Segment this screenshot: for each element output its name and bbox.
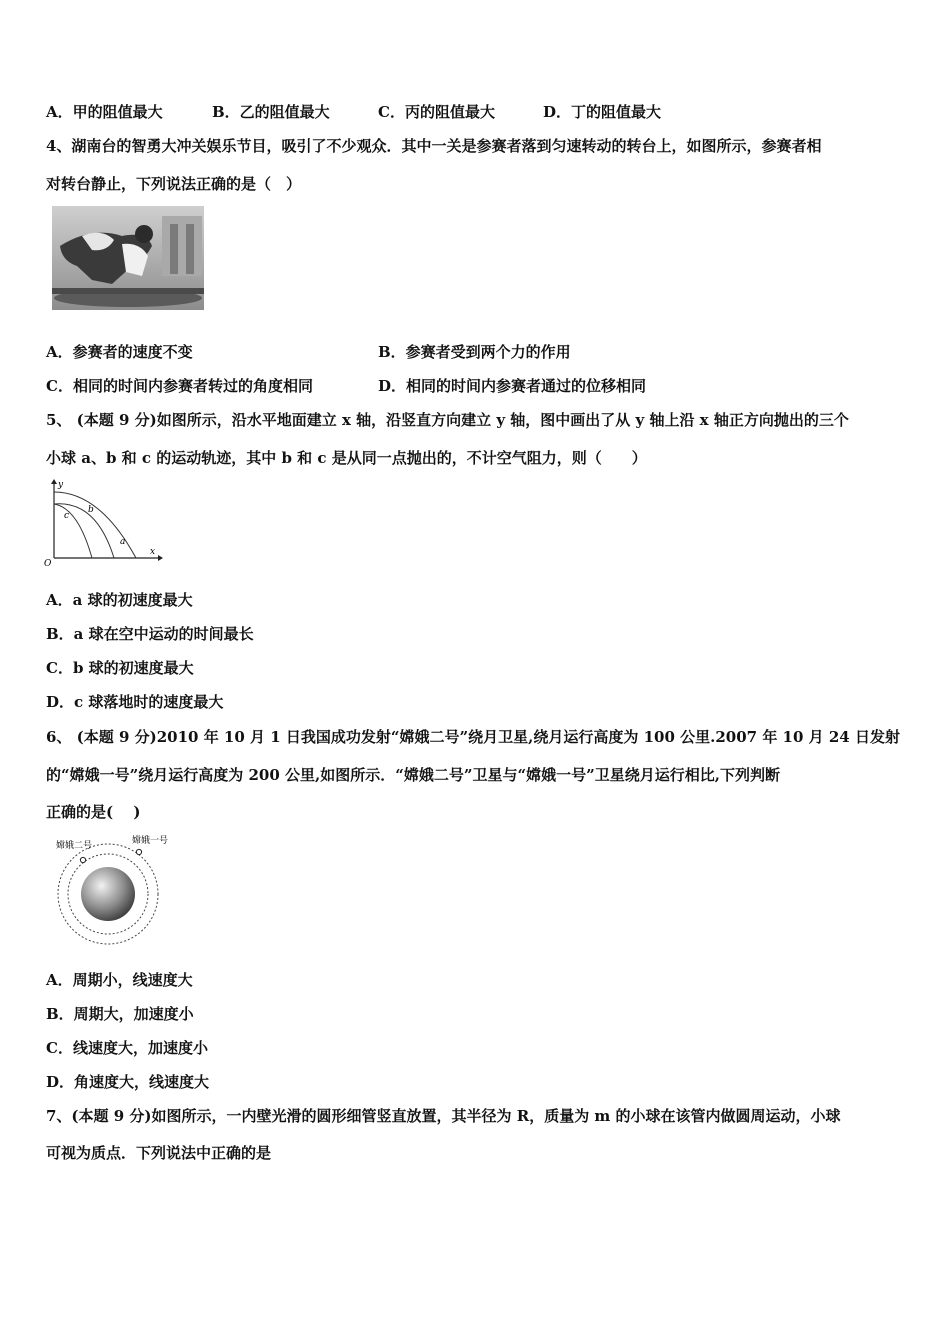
q4-option-b: B．参赛者受到两个力的作用	[378, 343, 571, 361]
origin-label: O	[44, 559, 52, 568]
q6-option-a: A．周期小，线速度大	[46, 971, 193, 989]
q4-option-d: D．相同的时间内参赛者通过的位移相同	[378, 377, 647, 395]
q6-stem-line1: 6、 (本题 9 分)2010 年 10 月 1 日我国成功发射“嫦娥二号”绕月卫星,绕月运行高度为 100 公里.2007 年 10 月 24 日发射	[46, 728, 900, 746]
moon-icon	[81, 867, 135, 921]
q5-stem-line1: 5、 (本题 9 分)如图所示，沿水平地面建立 x 轴，沿竖直方向建立 y 轴，图中画出了从 y 轴上沿 x 轴正方向抛出的三个	[46, 411, 849, 429]
q3-option-c: C．丙的阻值最大	[378, 103, 495, 121]
q3-option-b: B．乙的阻值最大	[212, 103, 330, 121]
x-axis-label: x	[150, 547, 156, 557]
trajectory-b	[54, 504, 114, 558]
curve-label-c: c	[64, 511, 70, 521]
y-axis-arrow-icon	[51, 479, 57, 484]
trajectory-a	[54, 492, 136, 558]
q4-option-c: C．相同的时间内参赛者转过的角度相同	[46, 377, 313, 395]
q5-option-d: D．c 球落地时的速度最大	[46, 693, 224, 711]
turntable-photo-icon	[52, 206, 204, 310]
q3-option-a: A．甲的阻值最大	[46, 103, 163, 121]
q6-figure-orbits	[52, 830, 182, 950]
q6-stem-line3: 正确的是( )	[46, 803, 141, 821]
q6-option-c: C．线速度大，加速度小	[46, 1039, 208, 1057]
q6-option-b: B．周期大，加速度小	[46, 1005, 194, 1023]
q6-option-d: D．角速度大，线速度大	[46, 1073, 210, 1091]
y-axis-label: y	[58, 480, 64, 490]
label-change-1: 嫦娥一号	[132, 836, 169, 846]
q5-option-b: B．a 球在空中运动的时间最长	[46, 625, 254, 643]
q7-stem-line2: 可视为质点．下列说法中正确的是	[46, 1144, 272, 1162]
q4-option-a: A．参赛者的速度不变	[46, 343, 193, 361]
q5-option-a: A．a 球的初速度最大	[46, 591, 193, 609]
q5-stem-line2: 小球 a、b 和 c 的运动轨迹，其中 b 和 c 是从同一点抛出的，不计空气阻力，则（ ）	[46, 449, 647, 467]
q5-figure-trajectories	[42, 478, 164, 568]
q4-stem-line1: 4、湖南台的智勇大冲关娱乐节目，吸引了不少观众．其中一关是参赛者落到匀速转动的转台上，如图所示，参赛者相	[46, 137, 822, 155]
q4-stem-line2: 对转台静止，下列说法正确的是（ ）	[46, 175, 302, 193]
q4-figure-photo	[52, 206, 204, 310]
curve-label-a: a	[120, 537, 126, 547]
label-change-2: 嫦娥二号	[56, 841, 93, 851]
q3-option-d: D．丁的阻值最大	[543, 103, 662, 121]
satellite-outer-icon	[136, 849, 141, 854]
q5-option-c: C．b 球的初速度最大	[46, 659, 194, 677]
x-axis-arrow-icon	[158, 555, 163, 561]
satellite-inner-icon	[80, 857, 85, 862]
q7-stem-line1: 7、(本题 9 分)如图所示，一内壁光滑的圆形细管竖直放置，其半径为 R，质量为 m 的小球在该管内做圆周运动，小球	[46, 1107, 841, 1125]
q6-stem-line2: 的“嫦娥一号”绕月运行高度为 200 公里,如图所示．“嫦娥二号”卫星与“嫦娥一号”卫星绕月运行相比,下列判断	[46, 766, 780, 784]
curve-label-b: b	[88, 505, 94, 515]
